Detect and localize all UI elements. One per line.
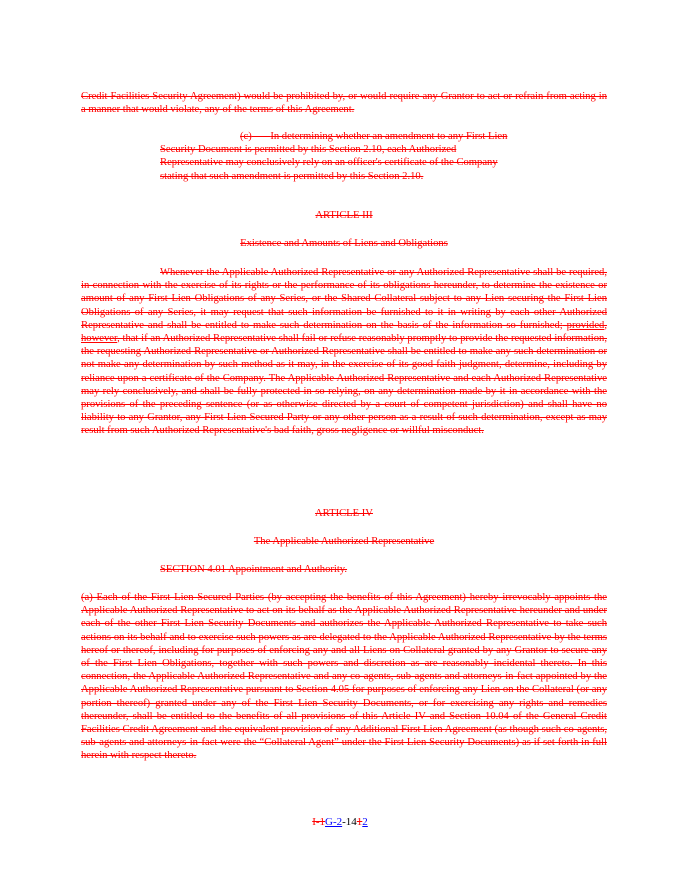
- subsection-c-label: (c): [240, 131, 252, 142]
- section-4-01-body: (a) Each of the First Lien Secured Parties (by accepting the benefits of this Agreement) hereby irrevocably appoints the Applicable Authorized Representative to act on its behalf as the Applicable Authorized Representative hereunder and under each of the other First Lien Security Documents and authorizes the Applicable Authorized Representative to take such actions on its behalf and to exercise such powers as are delegated to the Applicable Authorized Representative by the terms hereof or thereof, including for purposes of enforcing any and all Liens on Collateral granted by any Grantor to secure any of the First Lien Obligations, together with such powers and discretion as are reasonably incidental thereto. In this connection, the Applicable Authorized Representative and any co-agents, sub-agents and attorneys-in-fact appointed by the Applicable Authorized Representative pursuant to Section 4.05 for purposes of enforcing any Lien on the Collateral (or any portion thereof) granted under any of the First Lien Security Documents, or for exercising any rights and remedies thereunder, shall be entitled to the benefits of all provisions of this Article IV and Section 10.04 of the General Credit Facilities Credit Agreement and the equivalent provision of any Additional First Lien Agreement (as though such co-agents, sub-agents and attorneys-in-fact were the “Collateral Agent” under the First Lien Security Documents) as if set forth in full herein with respect thereto.: [81, 592, 607, 762]
- article-4-number: ARTICLE IV: [315, 508, 373, 519]
- article-4-title: The Applicable Authorized Representative: [253, 536, 435, 547]
- section-4-01-heading: SECTION 4.01 Appointment and Authority.: [160, 564, 348, 575]
- top-paragraph: Credit Facilities Security Agreement) would be prohibited by, or would require any Grantor to act or refrain from acting in a manner that would violate, any of the terms of this Agreement.: [81, 91, 607, 116]
- article-3-number: ARTICLE III: [315, 210, 373, 221]
- article-3-body-b: , that if an Authorized Representative shall fail or refuse reasonably promptly to provide the requested information, the requesting Authorized Representative or Authorized Representative shall be entitled to make any such determination or not make any determination by such method as it may, in the exercise of its good faith judgment, determine, including by reliance upon a certificate of the Company. The Applicable Authorized Representative and each Authorized Representative may rely conclusively, and shall be fully protected in so relying, on any determination made by it in accordance with the provisions of the preceding sentence (or as otherwise directed by a court of competent jurisdiction) and shall have no liability to any Grantor, any First Lien Secured Party or any other person as a result of such determination, except as may result from such Authorized Representative's bad faith, gross negligence or willful misconduct.: [81, 333, 607, 437]
- footer-suffix-deleted: 1: [356, 816, 363, 828]
- footer-suffix-inserted: 2: [362, 816, 368, 828]
- article-3-title: Existence and Amounts of Liens and Obligations: [240, 238, 448, 249]
- footer-deleted-prefix: I-1: [312, 816, 326, 828]
- article-3-body-a: Whenever the Applicable Authorized Representative or any Authorized Representative shall be required, in connection with the exercise of its rights or the performance of its obligations hereunder, to determine the existence or amount of any First Lien Obligations of any Series, or the Shared Collateral subject to any Lien securing the First Lien Obligations of any Series, it may request that such information be furnished to it in writing by each other Authorized Representative and shall be entitled to make such determination on the basis of the information so furnished;: [81, 267, 607, 331]
- article-3-however: however: [81, 333, 118, 345]
- article-3-comma: ,: [604, 319, 607, 331]
- subsection-c: [160, 130, 516, 183]
- footer-suffix: -14: [342, 816, 357, 828]
- page-footer: [0, 816, 680, 829]
- article-3-body: [81, 266, 607, 438]
- subsection-c-text: In determining whether an amendment to any First Lien Security Document is permitted by this Section 2.10, each Authorized Representative may conclusively rely on an officer's certificate of the Company stating that such amendment is permitted by this Section 2.10.: [160, 131, 508, 182]
- article-3-provided: provided: [566, 319, 605, 331]
- footer-inserted: G-2: [325, 816, 343, 828]
